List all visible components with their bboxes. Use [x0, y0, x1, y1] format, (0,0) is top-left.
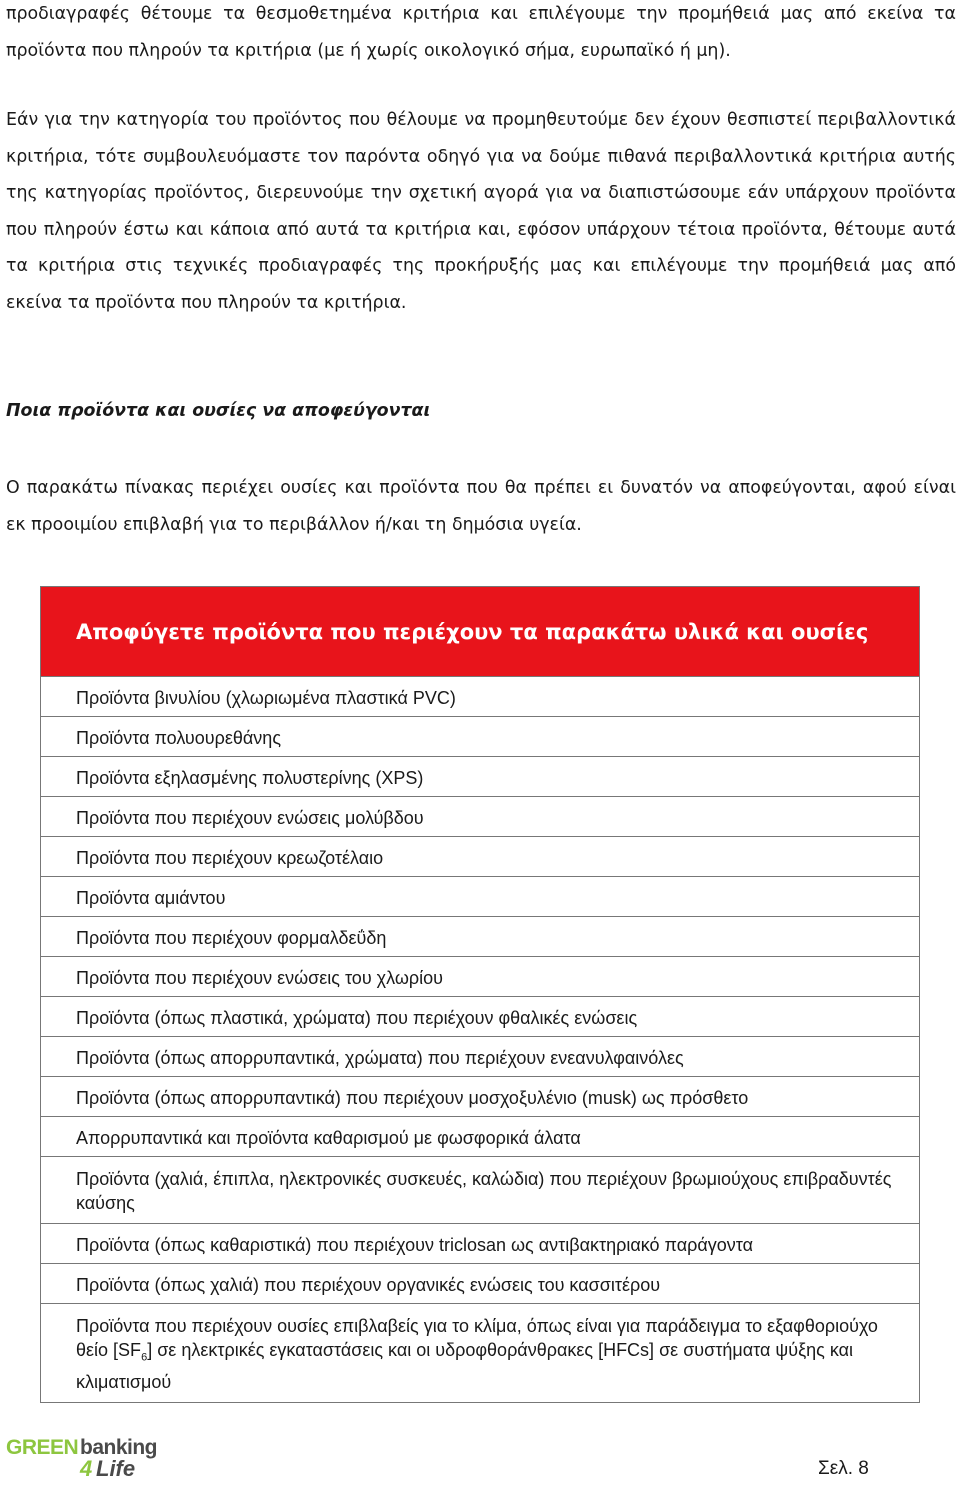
logo-green-text: GREEN: [6, 1436, 79, 1459]
table-row: Προϊόντα που περιέχουν ενώσεις του χλωρίου: [41, 957, 919, 997]
table-row: [41, 1304, 919, 1402]
table-row-text-part2: ] σε ηλεκτρικές εγκαταστάσεις και οι υδροφθοράνθρακες [HFCs] σε συστήματα ψύξης και κλιματισμού: [76, 1340, 854, 1392]
table-row: Προϊόντα (όπως πλαστικά, χρώματα) που περιέχουν φθαλικές ενώσεις: [41, 997, 919, 1037]
table-row: Προϊόντα που περιέχουν φορμαλδεΰδη: [41, 917, 919, 957]
greenbanking4life-logo: [6, 1436, 166, 1480]
avoid-substances-table: [40, 586, 920, 1403]
page-number: Σελ. 8: [818, 1458, 869, 1479]
table-row-subscript: 6: [141, 1351, 148, 1364]
section-heading: Ποια προϊόντα και ουσίες να αποφεύγονται: [6, 401, 431, 421]
logo-life-text: Life: [96, 1456, 136, 1481]
criteria-paragraph: Εάν για την κατηγορία του προϊόντος που θέλουμε να προμηθευτούμε δεν έχουν θεσπιστεί περιβαλλοντικά κριτήρια, τότε συμβουλευόμαστε τον παρόντα οδηγό για να δούμε πιθανά περιβαλλοντικά κριτήρια αυτής της κατηγορίας προϊόντος, διερευνούμε την σχετική αγορά για να διαπιστώσουμε εάν υπάρχουν προϊόντα που πληρούν έστω και κάποια από αυτά τα κριτήρια και, εφόσον υπάρχουν τέτοια προϊόντα, θέτουμε αυτά τα κριτήρια στις τεχνικές προδιαγραφές της προκήρυξής μας και επιλέγουμε την προμήθειά μας από εκείνα τα προϊόντα που πληρούν τα κριτήρια.: [6, 110, 956, 313]
table-row: Προϊόντα που περιέχουν κρεωζοτέλαιο: [41, 837, 919, 877]
table-row: Απορρυπαντικά και προϊόντα καθαρισμού με φωσφορικά άλατα: [41, 1117, 919, 1157]
logo-banking-text: banking: [80, 1436, 158, 1459]
table-row: Προϊόντα αμιάντου: [41, 877, 919, 917]
table-row: Προϊόντα (όπως απορρυπαντικά, χρώματα) που περιέχουν ενεανυλφαινόλες: [41, 1037, 919, 1077]
table-row-text-part1: Προϊόντα που περιέχουν ουσίες επιβλαβείς για το κλίμα, όπως είναι για παράδειγμα το εξαφθοριούχο θείο [SF: [76, 1316, 878, 1360]
table-row: Προϊόντα βινυλίου (χλωριωμένα πλαστικά PVC): [41, 677, 919, 717]
table-row: Προϊόντα (χαλιά, έπιπλα, ηλεκτρονικές συσκευές, καλώδια) που περιέχουν βρωμιούχους επιβραδυντές καύσης: [41, 1157, 919, 1224]
table-row: Προϊόντα που περιέχουν ενώσεις μολύβδου: [41, 797, 919, 837]
table-row: Προϊόντα (όπως χαλιά) που περιέχουν οργανικές ενώσεις του κασσιτέρου: [41, 1264, 919, 1304]
intro-paragraph-continued: προδιαγραφές θέτουμε τα θεσμοθετημένα κριτήρια και επιλέγουμε την προμήθειά μας από εκείνα τα προϊόντα που πληρούν τα κριτήρια (με ή χωρίς οικολογικό σήμα, ευρωπαϊκό ή μη).: [6, 4, 956, 61]
table-header: Αποφύγετε προϊόντα που περιέχουν τα παρακάτω υλικά και ουσίες: [41, 587, 919, 677]
table-row: Προϊόντα πολυουρεθάνης: [41, 717, 919, 757]
table-intro-paragraph: Ο παρακάτω πίνακας περιέχει ουσίες και προϊόντα που θα πρέπει ει δυνατόν να αποφεύγονται, αφού είναι εκ προοιμίου επιβλαβή για το περιβάλλον ή/και τη δημόσια υγεία.: [6, 478, 956, 535]
table-row: Προϊόντα εξηλασμένης πολυστερίνης (XPS): [41, 757, 919, 797]
table-row: Προϊόντα (όπως καθαριστικά) που περιέχουν triclosan ως αντιβακτηριακό παράγοντα: [41, 1224, 919, 1264]
logo-4-text: 4: [80, 1456, 93, 1481]
table-row: Προϊόντα (όπως απορρυπαντικά) που περιέχουν μοσχοξυλένιο (musk) ως πρόσθετο: [41, 1077, 919, 1117]
